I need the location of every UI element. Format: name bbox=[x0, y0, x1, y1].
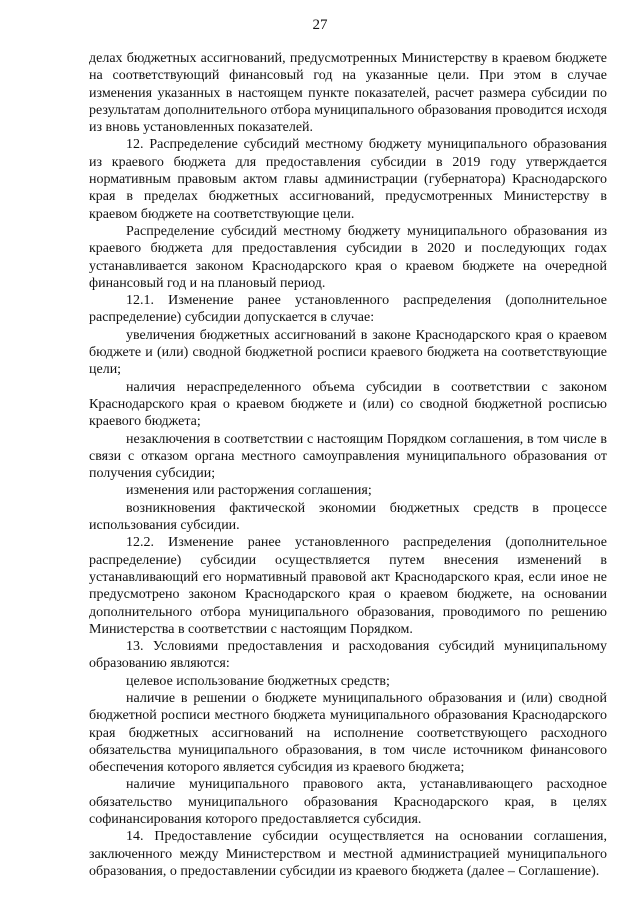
list-item-target-use: целевое использование бюджетных средств; bbox=[126, 673, 390, 689]
document-body bbox=[89, 50, 607, 880]
paragraph-14: 14. Предоставление субсидии осуществляется на основании соглашения, заключенного между Министерством и местной администрацией муниципального образования, о предоставлении субсидии из краевого бюджета (далее – Соглашение). bbox=[89, 829, 607, 879]
paragraph-12: 12. Распределение субсидий местному бюджету муниципального образования из краевого бюджета для предоставления субсидии в 2019 году утверждается нормативным правовым актом главы администрации (губернатора) Краснодарского края в пределах бюджетных ассигнований, предусмотренных Министерству в краевом бюджете на соответствующие цели. bbox=[89, 137, 607, 222]
paragraph-12-1: 12.1. Изменение ранее установленного распределения (дополнительное распределение) субсидии допускается в случае: bbox=[89, 293, 607, 326]
page-number: 27 bbox=[312, 17, 328, 33]
list-item-non-conclusion: незаключения в соответствии с настоящим Порядком соглашения, в том числе в связи с отказом органа местного самоуправления муниципального образования от получения субсидии; bbox=[89, 431, 607, 482]
list-item-change-termination: изменения или расторжения соглашения; bbox=[126, 483, 372, 499]
list-item-undistributed-volume: наличия нераспределенного объема субсидии в соответствии с законом Краснодарского края о краевом бюджете и (или) со сводной бюджетной росписью краевого бюджета; bbox=[89, 379, 607, 430]
list-item-municipal-act: наличие муниципального правового акта, устанавливающего расходное обязательство муниципального образования Краснодарского края, в целях софинансирования которого предоставляется субсидия. bbox=[89, 777, 607, 828]
paragraph-13: 13. Условиями предоставления и расходования субсидий муниципальному образованию являются: bbox=[89, 639, 607, 672]
list-item-actual-savings: возникновения фактической экономии бюджетных средств в процессе использования субсидии. bbox=[89, 500, 607, 534]
paragraph-continuation: делах бюджетных ассигнований, предусмотренных Министерству в краевом бюджете на соответствующий финансовый год на указанные цели. При этом в случае изменения указанных в настоящем пункте показателей, расчет размера субсидии по результатам дополнительного отбора муниципального образования проводится исходя из вновь установленных показателей. bbox=[89, 51, 607, 136]
list-item-increase-allocations: увеличения бюджетных ассигнований в законе Краснодарского края о краевом бюджете и (или) сводной бюджетной росписи краевого бюджета на соответствующие цели; bbox=[89, 327, 607, 378]
list-item-budget-allocations: наличие в решении о бюджете муниципального образования и (или) сводной бюджетной росписи местного бюджета муниципального образования Краснодарского края бюджетных ассигнований на исполнение соответствующего расходного обязательства муниципального образования, в том числе источником финансового обеспечения которого является субсидия из краевого бюджета; bbox=[89, 690, 607, 776]
paragraph-12-distribution-2020: Распределение субсидий местному бюджету муниципального образования из краевого бюджета для предоставления субсидии в 2020 и последующих годах устанавливается законом Краснодарского края о краевом бюджете на очередной финансовый год и на плановый период. bbox=[89, 223, 607, 291]
paragraph-12-2: 12.2. Изменение ранее установленного распределения (дополнительное распределение) субсидии осуществляется путем внесения изменений в устанавливающий его нормативный правовой акт Краснодарского края, если иное не предусмотрено законом Краснодарского края о краевом бюджете, на основании дополнительного отбора муниципального образования, проводимого по решению Министерства в соответствии с настоящим Порядком. bbox=[89, 535, 607, 637]
